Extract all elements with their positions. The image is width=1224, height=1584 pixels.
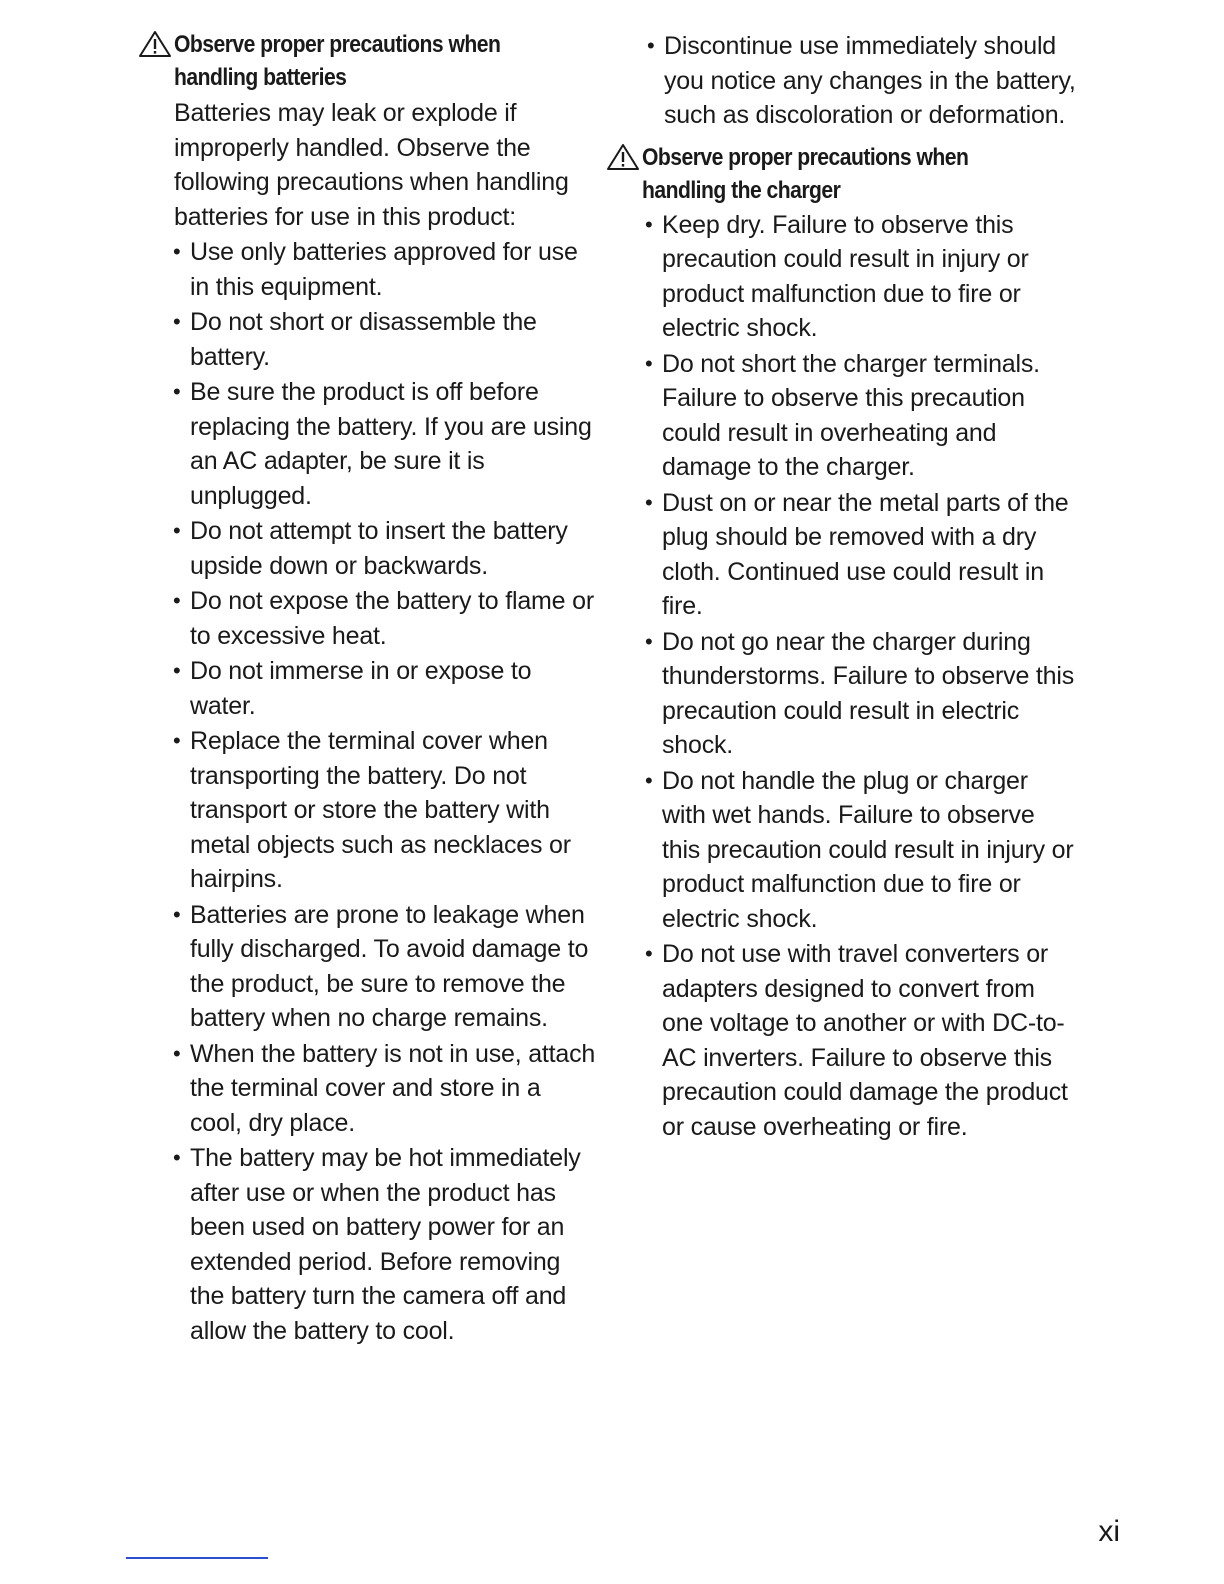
charger-section-heading xyxy=(606,141,1076,207)
list-item: • Dust on or near the metal parts of the plug should be removed with a dry cloth. Continued use could result in fire. xyxy=(646,486,1076,624)
list-item: • Do not handle the plug or charger with wet hands. Failure to observe this precaution could result in injury or product malfunction due to fire or electric shock. xyxy=(646,764,1076,937)
right-column xyxy=(606,28,1076,1144)
charger-section-title: Observe proper precautions when handling the charger xyxy=(642,143,969,204)
batteries-intro: Batteries may leak or explode if improperly handled. Observe the following precautions when handling batteries for use in this product: xyxy=(174,99,569,231)
warning-triangle-icon xyxy=(138,30,174,58)
list-item: • Keep dry. Failure to observe this precaution could result in injury or product malfunction due to fire or electric shock. xyxy=(646,208,1076,346)
list-item: • Do not short or disassemble the battery. xyxy=(174,305,598,374)
page-number: xi xyxy=(1098,1515,1120,1548)
batteries-section-heading xyxy=(138,28,598,94)
charger-precautions-list xyxy=(646,208,1076,1145)
list-item: • Discontinue use immediately should you notice any changes in the battery, such as discoloration or deformation. xyxy=(648,29,1076,133)
batteries-section-title: Observe proper precautions when handling batteries xyxy=(174,31,501,91)
list-item: • Do not immerse in or expose to water. xyxy=(174,654,598,723)
batteries-precautions-list xyxy=(174,235,598,1348)
footer-rule xyxy=(126,1557,268,1559)
batteries-continued-body xyxy=(648,29,1076,133)
list-item: • Batteries are prone to leakage when fully discharged. To avoid damage to the product, be sure to remove the battery when no charge remains. xyxy=(174,898,598,1036)
list-item: • The battery may be hot immediately after use or when the product has been used on battery power for an extended period. Before removing the battery turn the camera off and allow the battery to cool. xyxy=(174,1141,598,1348)
list-item: • Do not expose the battery to flame or to excessive heat. xyxy=(174,584,598,653)
list-item: • Replace the terminal cover when transporting the battery. Do not transport or store the battery with metal objects such as necklaces or hairpins. xyxy=(174,724,598,897)
left-column xyxy=(138,28,598,1348)
charger-section-body xyxy=(646,208,1076,1145)
list-item: • When the battery is not in use, attach the terminal cover and store in a cool, dry place. xyxy=(174,1037,598,1141)
warning-triangle-icon xyxy=(606,143,642,171)
list-item: • Be sure the product is off before replacing the battery. If you are using an AC adapter, be sure it is unplugged. xyxy=(174,375,598,513)
list-item: • Use only batteries approved for use in this equipment. xyxy=(174,235,598,304)
list-item: • Do not attempt to insert the battery upside down or backwards. xyxy=(174,514,598,583)
list-item: • Do not go near the charger during thunderstorms. Failure to observe this precaution could result in electric shock. xyxy=(646,625,1076,763)
list-item: • Do not use with travel converters or adapters designed to convert from one voltage to another or with DC-to-AC inverters. Failure to observe this precaution could damage the product or cause overheating or fire. xyxy=(646,937,1076,1144)
batteries-precautions-continued-list xyxy=(648,29,1076,133)
batteries-section-body xyxy=(174,96,598,1348)
list-item: • Do not short the charger terminals. Failure to observe this precaution could result in overheating and damage to the charger. xyxy=(646,347,1076,485)
